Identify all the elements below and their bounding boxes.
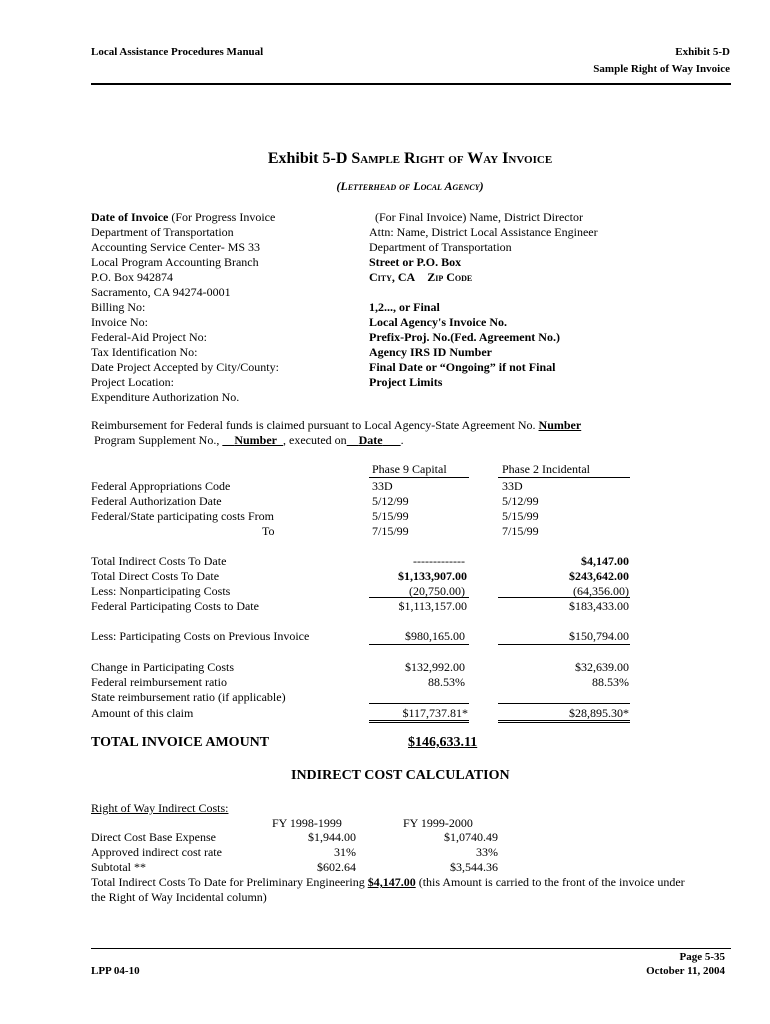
- exhibit-label: Exhibit 5-D: [675, 46, 730, 58]
- cost-label: Total Direct Costs To Date: [91, 569, 220, 583]
- indirect-subheading: Right of Way Indirect Costs:: [91, 801, 229, 815]
- cost-value-p9: (20,750.00): [409, 584, 465, 598]
- cost-value-p2: $4,147.00: [581, 554, 629, 568]
- change-rule-p2: [498, 703, 630, 704]
- cost-label: Less: Nonparticipating Costs: [91, 584, 231, 598]
- previous-p9: $980,165.00: [405, 629, 465, 643]
- footer-date: October 11, 2004: [646, 965, 725, 977]
- code-label-1: Federal Appropriations Code: [91, 479, 231, 493]
- cost-value-p9: $1,113,157.00: [398, 599, 467, 613]
- change-value-p2: 88.53%: [592, 675, 629, 689]
- claim-rule-p2-b: [498, 722, 630, 723]
- code-label-3: Federal/State participating costs From: [91, 509, 274, 523]
- claim-rule-p9-b: [369, 722, 469, 723]
- cost-label: Federal Participating Costs to Date: [91, 599, 259, 613]
- reimbursement-line-1: Reimbursement for Federal funds is claimed pursuant to Local Agency-State Agreement No. Number: [91, 418, 582, 432]
- cost-rule-p2: [498, 597, 630, 598]
- phase2-header: Phase 2 Incidental: [502, 462, 590, 476]
- total-label: TOTAL INVOICE AMOUNT: [91, 735, 270, 750]
- code-value: 7/15/99: [502, 524, 539, 538]
- page-number: Page 5-35: [679, 951, 725, 963]
- code-label-4: To: [262, 524, 275, 538]
- indirect-row-v1: $1,944.00: [308, 830, 356, 844]
- fy2-header: FY 1999-2000: [403, 816, 473, 830]
- cost-label: Total Indirect Costs To Date: [91, 554, 227, 568]
- previous-rule-p9: [369, 644, 469, 645]
- code-value: 5/12/99: [502, 494, 539, 508]
- change-value-p9: $132,992.00: [405, 660, 465, 674]
- previous-p2: $150,794.00: [569, 629, 629, 643]
- indirect-row-label: Subtotal **: [91, 860, 147, 874]
- footer-rule: [91, 948, 731, 949]
- previous-rule-p2: [498, 644, 630, 645]
- cost-value-p9: -------------: [413, 554, 465, 568]
- total-value: $146,633.11: [408, 735, 478, 750]
- code-label-2: Federal Authorization Date: [91, 494, 222, 508]
- change-rule-p9: [369, 703, 469, 704]
- cost-value-p2: (64,356.00): [573, 584, 629, 598]
- cost-value-p2: $183,433.00: [569, 599, 629, 613]
- code-value: 33D: [372, 479, 393, 493]
- change-label: Federal reimbursement ratio: [91, 675, 227, 689]
- claim-label: Amount of this claim: [91, 706, 194, 720]
- page-subtitle: (Letterhead of Local Agency): [336, 179, 484, 193]
- indirect-row-v1: 31%: [334, 845, 356, 859]
- manual-title: Local Assistance Procedures Manual: [91, 46, 264, 58]
- claim-rule-p9-a: [369, 720, 469, 721]
- exhibit-subtitle: Sample Right of Way Invoice: [593, 63, 730, 75]
- cost-value-p2: $243,642.00: [569, 569, 629, 583]
- change-value-p9: 88.53%: [428, 675, 465, 689]
- footer-code: LPP 04-10: [91, 965, 140, 977]
- indirect-row-v2: 33%: [476, 845, 498, 859]
- code-value: 33D: [502, 479, 523, 493]
- reimbursement-line-2: Program Supplement No., Number , executed on Date .: [94, 433, 404, 447]
- phase9-header: Phase 9 Capital: [372, 462, 447, 476]
- claim-rule-p2-a: [498, 720, 630, 721]
- phase9-header-rule: [369, 477, 469, 478]
- page-title: Exhibit 5-D Sample Right of Way Invoice: [267, 150, 553, 167]
- cost-rule-p9: [369, 597, 469, 598]
- change-value-p2: $32,639.00: [575, 660, 629, 674]
- claim-value-p9: $117,737.81*: [402, 706, 468, 720]
- code-value: 5/15/99: [502, 509, 539, 523]
- indirect-row-v1: $602.64: [317, 860, 356, 874]
- phase2-header-rule: [498, 477, 630, 478]
- right-address-block: (For Final Invoice) Name, District Director Attn: Name, District Local Assistance Engineer Department of Transportation Street or P.O. Box City, CA Zip Code 1,2..., or Final Local Agency's Invoice No. Prefix-Proj. No.(Fed. Agreement No.) Agency IRS ID Number Final Date or “Ongoing” if not Final Project Limits: [369, 210, 598, 389]
- indirect-note-line2: the Right of Way Incidental column): [91, 890, 267, 904]
- indirect-note: Total Indirect Costs To Date for Preliminary Engineering $4,147.00 (this Amount is carried to the front of the invoice under: [91, 875, 685, 889]
- previous-label: Less: Participating Costs on Previous Invoice: [91, 629, 310, 643]
- indirect-row-label: Approved indirect cost rate: [91, 845, 222, 859]
- change-label: State reimbursement ratio (if applicable): [91, 690, 286, 704]
- code-value: 7/15/99: [372, 524, 409, 538]
- left-address-block: Date of Invoice (For Progress Invoice Department of Transportation Accounting Service Center- MS 33 Local Program Accounting Branch P.O. Box 942874 Sacramento, CA 94274-0001 Billing No: Invoice No: Federal-Aid Project No: Tax Identification No: Date Project Accepted by City/County: Project Location: Expenditure Authorization No.: [91, 210, 279, 404]
- indirect-row-v2: $3,544.36: [450, 860, 498, 874]
- fy1-header: FY 1998-1999: [272, 816, 342, 830]
- cost-value-p9: $1,133,907.00: [398, 569, 467, 583]
- indirect-row-label: Direct Cost Base Expense: [91, 830, 216, 844]
- code-value: 5/15/99: [372, 509, 409, 523]
- claim-value-p2: $28,895.30*: [569, 706, 629, 720]
- header-rule: [91, 83, 731, 85]
- indirect-heading: INDIRECT COST CALCULATION: [291, 768, 510, 783]
- date-of-invoice-label: Date of Invoice: [91, 210, 169, 224]
- indirect-row-v2: $1,0740.49: [444, 830, 498, 844]
- change-label: Change in Participating Costs: [91, 660, 234, 674]
- code-value: 5/12/99: [372, 494, 409, 508]
